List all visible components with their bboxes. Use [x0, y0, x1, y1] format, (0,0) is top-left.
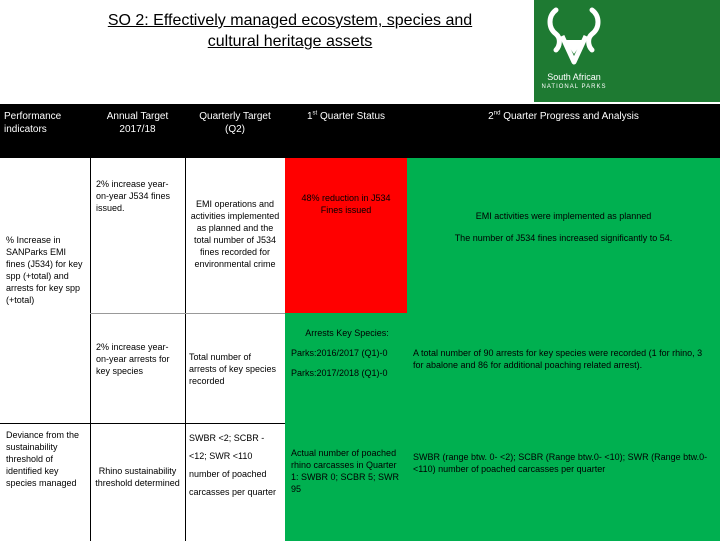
grid-divider: [0, 423, 285, 424]
r2-annual-target: 2% increase year-on-year arrests for key species: [90, 313, 185, 423]
slide-title: [40, 10, 540, 52]
r1-q1-status: 48% reduction in J534 Fines issued: [285, 158, 407, 313]
r1-quarterly-target: EMI operations and activities implemented as planned and the total number of J534 fines recorded for environmental crime: [185, 158, 285, 313]
header-q2-progress: [407, 104, 720, 158]
header-q2-progress-sup: nd: [493, 110, 501, 117]
header-q2-progress-text: Quarter Progress and Analysis: [500, 111, 639, 122]
grid-divider: [185, 158, 186, 541]
logo-text: [534, 72, 614, 92]
header-q1-status: [285, 104, 407, 158]
r2-quarterly-target: Total number of arrests of key species recorded: [185, 313, 285, 423]
header-indicators: Performance indicators: [0, 104, 90, 158]
r1-q2-line1: EMI activities were implemented as planned: [475, 211, 652, 221]
slide-title-line2: cultural heritage assets: [207, 33, 373, 50]
r2-q1-line2: Parks:2017/2018 (Q1)-0: [291, 368, 388, 378]
header-q1-status-text: Quarter Status: [317, 111, 386, 122]
slide-title-line1: SO 2: Effectively managed ecosystem, species and: [107, 12, 473, 29]
logo-text-line2: NATIONAL PARKS: [541, 84, 607, 90]
header-q1-status-num: 1: [306, 111, 313, 122]
logo-text-line1: South African: [547, 72, 601, 82]
r1-q2-line2: The number of J534 fines increased significantly to 54.: [454, 233, 673, 243]
r3-q2-progress: SWBR (range btw. 0- <2); SCBR (Range btw.0- <10); SWR (Range btw.0- <110) number of poached carcasses per quarter: [407, 423, 720, 541]
header-q2-progress-num: 2: [488, 111, 494, 122]
r3-q1-status: Actual number of poached rhino carcasses in Quarter 1: SWBR 0; SCBR 5; SWR 95: [285, 423, 407, 541]
r3-annual-target: Rhino sustainability threshold determined: [90, 423, 185, 541]
r2-q1-line1: Parks:2016/2017 (Q1)-0: [291, 348, 388, 358]
sanparks-logo: [534, 0, 720, 102]
indicator-rhino-threshold: Deviance from the sustainability threshold of identified key species managed: [0, 423, 90, 541]
r2-q1-status: [285, 313, 407, 423]
r2-q2-progress: A total number of 90 arrests for key species were recorded (1 for rhino, 3 for abalone and 86 for additional poaching related arrest).: [407, 313, 720, 423]
header-annual-target: Annual Target 2017/18: [90, 104, 185, 158]
grid-divider: [90, 313, 285, 314]
r3-quarterly-target: SWBR <2; SCBR - <12; SWR <110 number of poached carcasses per quarter: [185, 423, 285, 541]
performance-table: [0, 103, 720, 541]
r1-q2-progress: [407, 158, 720, 313]
kudu-head-icon: [534, 2, 614, 72]
header-quarterly-target: Quarterly Target (Q2): [185, 104, 285, 158]
grid-divider: [90, 158, 91, 541]
r2-q1-heading: Arrests Key Species:: [305, 328, 389, 338]
header-q1-status-sup: st: [312, 110, 318, 117]
indicator-fines-arrests: % Increase in SANParks EMI fines (J534) for key spp (+total) and arrests for key spp (+total): [0, 158, 90, 423]
r1-annual-target: 2% increase year-on-year J534 fines issued.: [90, 158, 185, 313]
